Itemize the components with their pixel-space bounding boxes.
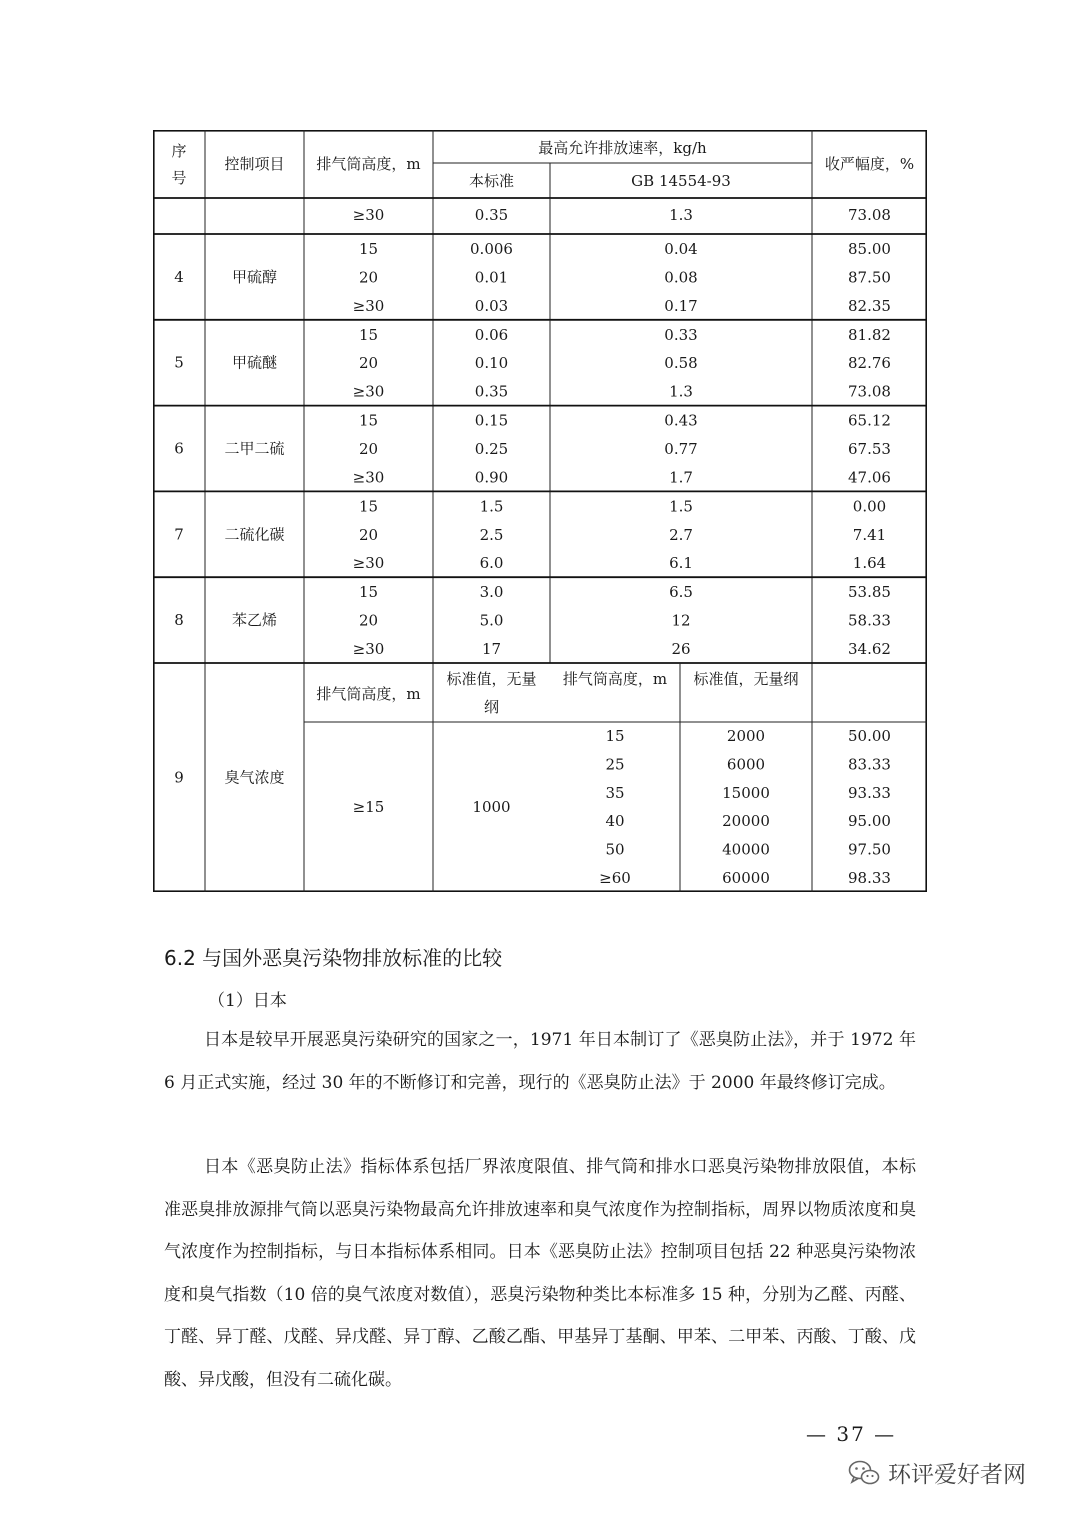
header-tighten: 收严幅度，% [824,155,915,173]
cell-percent: 93.33 [848,783,891,802]
sub-header-gb-value: 标准值，无量纲 [693,670,799,688]
cell-percent: 1.64 [852,554,887,573]
control-item: 二甲二硫 [224,439,285,458]
cell-height: 20 [358,525,379,544]
row-number: 8 [174,611,184,630]
sub-header-gb-height: 排气筒高度，m [562,670,668,688]
cell-this-standard: 0.06 [474,325,509,344]
cell-gb: 0.04 [664,240,698,258]
row-number: 5 [174,353,184,372]
cell-percent: 85.00 [848,240,891,258]
cell-gb: 1.7 [669,468,693,487]
cell-gb: 1.3 [669,382,693,401]
cell-percent: 58.33 [848,611,891,630]
cell-height: 15 [358,240,379,258]
cell-this-standard: 0.15 [474,411,509,430]
cell-gb-value: 20000 [722,812,770,831]
header-seq: 号 [171,169,187,187]
cell-percent: 73.08 [848,382,891,401]
cell-this-standard: 0.10 [474,354,509,373]
cell-gb: 0.08 [664,268,698,287]
cell-this-standard: 0.01 [474,268,509,287]
cell-percent: 82.35 [848,296,891,315]
sub-header-height: 排气筒高度，m [316,685,421,703]
emission-rate-table [153,130,927,892]
cell-this-standard: 0.25 [474,440,509,458]
cell-height: ≥30 [352,554,385,573]
cell-gb-value: 60000 [722,869,770,887]
cell-percent: 97.50 [848,840,891,859]
cell-percent: 73.08 [848,206,891,224]
sub-header-value: 纲 [483,698,500,716]
cell-percent: 50.00 [848,727,891,745]
cell-height: 15 [358,497,379,516]
cell-height: ≥30 [352,296,385,315]
cell-gb-value: 15000 [722,783,770,802]
cell-height: ≥30 [352,640,385,658]
paragraph-1: 日本是较早开展恶臭污染研究的国家之一，1971 年日本制订了《恶臭防止法》，并于 1972 年 6 月正式实施，经过 30 年的不断修订和完善，现行的《恶臭防止法》于 2000 年最终修订完成。 [164,1030,916,1093]
cell-height: 15 [358,411,379,430]
cell-gb-height: 35 [605,783,625,802]
cell-gb: 26 [671,640,691,658]
cell-this-standard: 6.0 [479,554,504,573]
cell-height: 20 [358,611,379,630]
cell-percent: 95.00 [848,812,891,831]
row-number: 9 [174,768,184,787]
cell-gb: 12 [671,611,691,630]
cell-gb: 2.7 [669,525,693,544]
paragraph-2: 日本《恶臭防止法》指标体系包括厂界浓度限值、排气筒和排水口恶臭污染物排放限值，本标准恶臭排放源排气筒以恶臭污染物最高允许排放速率和臭气浓度作为控制指标，周界以物质浓度和臭气浓度作为控制指标，与日本指标体系相同。日本《恶臭防止法》控制项目包括 22 种恶臭污染物浓度和臭气指数（10 倍的臭气浓度对数值），恶臭污染物种类比本标准多 15 种，分别为乙醛、丙醛、丁醛、异丁醛、戊醛、异戊醛、异丁醇、乙酸乙酯、甲基异丁基酮、甲苯、二甲苯、丙酸、丁酸、戊酸、异戊酸，但没有二硫化碳。 [164,1157,916,1390]
watermark [848,1456,1026,1489]
header-this-standard: 本标准 [468,172,515,190]
header-rate: 最高允许排放速率，kg/h [538,139,707,157]
control-item: 二硫化碳 [224,525,285,544]
cell-percent: 83.33 [848,755,891,774]
header-seq: 序 [171,142,187,160]
header-gb-standard: GB 14554-93 [631,172,731,190]
cell-gb: 6.1 [669,554,693,573]
cell-this-standard: 5.0 [479,611,504,630]
cell-gb: 0.58 [664,354,698,373]
cell-percent: 65.12 [848,411,891,430]
cell-this-standard: 0.35 [474,206,509,224]
section-title: 6.2 与国外恶臭污染物排放标准的比较 [164,946,503,970]
cell-height: ≥30 [352,468,385,487]
row-number: 7 [174,525,184,544]
cell-gb: 1.5 [669,497,693,516]
cell-gb-height: 50 [605,840,625,859]
cell-percent: 34.62 [848,640,891,658]
cell-gb-height: ≥60 [599,869,631,887]
cell-this-standard: 3.0 [479,583,504,602]
cell-gb: 0.33 [664,325,698,344]
cell-this-standard: 0.35 [474,382,509,401]
cell-percent: 98.33 [848,869,891,887]
cell-gb: 1.3 [669,206,693,224]
cell-gb-value: 40000 [722,840,770,859]
cell-height: 15 [358,325,379,344]
cell-gb: 6.5 [669,583,693,602]
row-number: 4 [174,267,184,286]
cell-percent: 67.53 [848,440,891,458]
control-item: 苯乙烯 [231,611,278,630]
header-height: 排气筒高度，m [316,155,421,173]
cell-percent: 0.00 [852,497,887,516]
cell-gb: 0.43 [664,411,698,430]
cell-this-standard: 17 [481,640,502,658]
cell-height: 20 [358,440,379,458]
cell-gb: 0.77 [664,440,698,458]
cell-height: 20 [358,268,379,287]
cell-this-standard: 0.006 [470,240,513,258]
cell-height: ≥30 [352,206,385,224]
control-item: 甲硫醚 [231,353,278,372]
header-item: 控制项目 [224,155,285,173]
cell-this-standard: 0.03 [474,296,509,315]
cell-this-standard: 2.5 [479,525,504,544]
row-number: 6 [174,439,184,458]
cell-percent: 81.82 [848,325,891,344]
cell-height: ≥15 [352,798,385,816]
watermark-text: 环评爱好者网 [888,1462,1026,1488]
page-number: — 37 — [806,1422,897,1446]
cell-percent: 7.41 [852,525,887,544]
cell-percent: 47.06 [848,468,891,487]
cell-percent: 82.76 [848,354,891,373]
cell-percent: 87.50 [848,268,891,287]
cell-gb-value: 6000 [726,755,766,774]
cell-this-standard: 1.5 [479,497,504,516]
cell-gb-height: 15 [605,727,625,745]
cell-gb-value: 2000 [726,727,766,745]
cell-this-standard: 0.90 [474,468,509,487]
wechat-icon [848,1459,880,1487]
control-item: 臭气浓度 [224,768,285,787]
cell-height: 20 [358,354,379,373]
control-item: 甲硫醇 [231,267,278,286]
cell-height: 15 [358,583,379,602]
cell-this-standard: 1000 [472,798,511,816]
subsection-title: （1）日本 [208,991,287,1011]
cell-percent: 53.85 [848,583,891,602]
cell-height: ≥30 [352,382,385,401]
cell-gb: 0.17 [664,296,698,315]
sub-header-value: 标准值，无量 [446,670,537,688]
cell-gb-height: 40 [605,812,625,831]
cell-gb-height: 25 [605,755,625,774]
